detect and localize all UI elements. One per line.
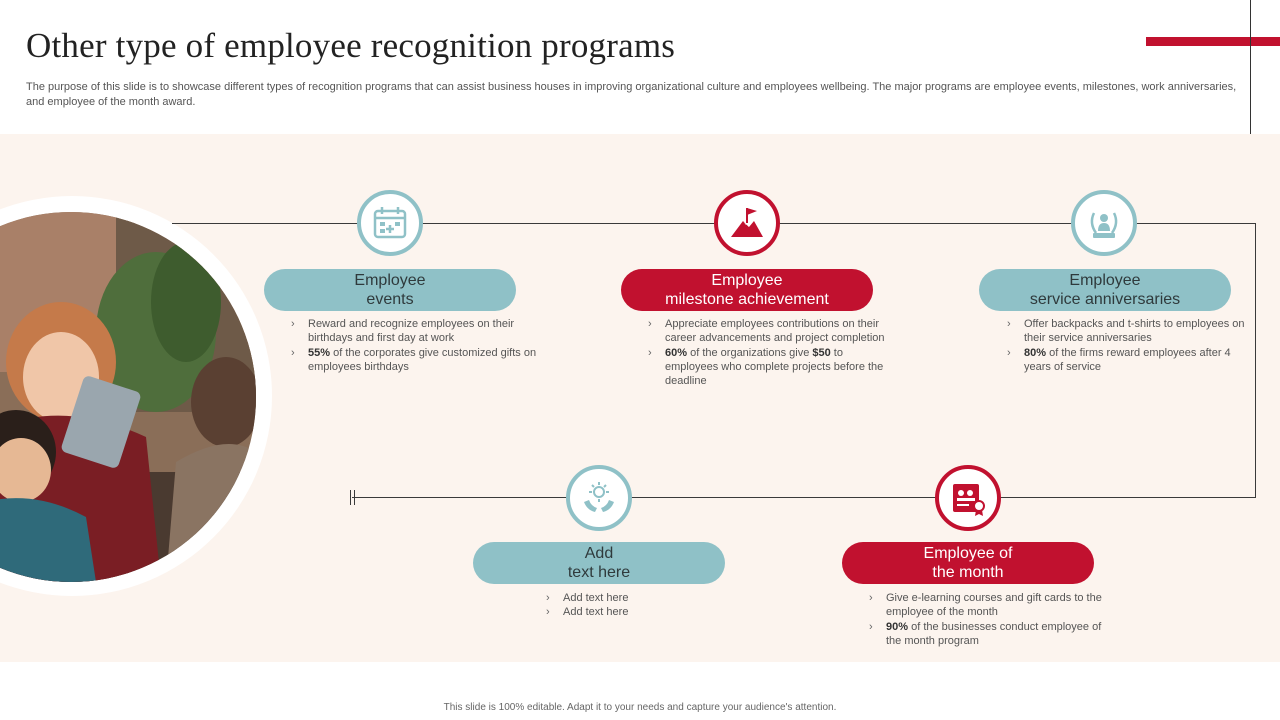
list-item: › 60% of the organizations give $50 to employees who complete projects before the deadline — [645, 346, 895, 389]
list-item: › Add text here — [543, 591, 743, 605]
connector-line — [352, 497, 1256, 498]
slide-subtitle: The purpose of this slide is to showcase different types of recognition programs that can assist business houses in improving organizational culture and employees wellbeing. The major programs are employee events, milestones, work anniversaries, and employee of the month award. — [26, 81, 1237, 108]
calendar-icon — [357, 190, 423, 256]
list-item: › 55% of the corporates give customized gifts on employees birthdays — [288, 346, 538, 375]
list-item: › 90% of the businesses conduct employee of the month program — [866, 620, 1116, 649]
hands-idea-icon — [566, 465, 632, 531]
program-title-add-text: Add text here — [473, 542, 725, 584]
list-item: › 80% of the firms reward employees after 4 years of service — [1004, 346, 1254, 375]
slide-footer: This slide is 100% editable. Adapt it to your needs and capture your audience's attention. — [443, 702, 837, 713]
award-laurel-icon — [1071, 190, 1137, 256]
list-item: › Add text here — [543, 605, 743, 619]
list-item: › Offer backpacks and t-shirts to employees on their service anniversaries — [1004, 317, 1254, 346]
program-bullets-employee-events — [288, 317, 538, 374]
accent-corner-line — [1250, 0, 1251, 140]
program-title-employee-of-the-month: Employee of the month — [842, 542, 1094, 584]
program-bullets-milestone-achievement — [645, 317, 895, 388]
mountain-flag-icon — [714, 190, 780, 256]
connector-end-cap — [350, 490, 351, 505]
certificate-icon — [935, 465, 1001, 531]
list-item: › Give e-learning courses and gift cards to the employee of the month — [866, 591, 1116, 620]
program-title-service-anniversaries: Employee service anniversaries — [979, 269, 1231, 311]
program-bullets-service-anniversaries — [1004, 317, 1254, 374]
slide-title: Other type of employee recognition programs — [26, 26, 676, 65]
program-bullets-employee-of-the-month — [866, 591, 1116, 648]
list-item: › Reward and recognize employees on their birthdays and first day at work — [288, 317, 538, 346]
accent-bar — [1146, 37, 1280, 46]
program-title-employee-events: Employee events — [264, 269, 516, 311]
program-bullets-add-text — [543, 591, 743, 620]
list-item: › Appreciate employees contributions on their career advancements and project completion — [645, 317, 895, 346]
connector-end-cap — [354, 490, 355, 505]
connector-line — [1255, 223, 1256, 498]
program-title-milestone-achievement: Employee milestone achievement — [621, 269, 873, 311]
